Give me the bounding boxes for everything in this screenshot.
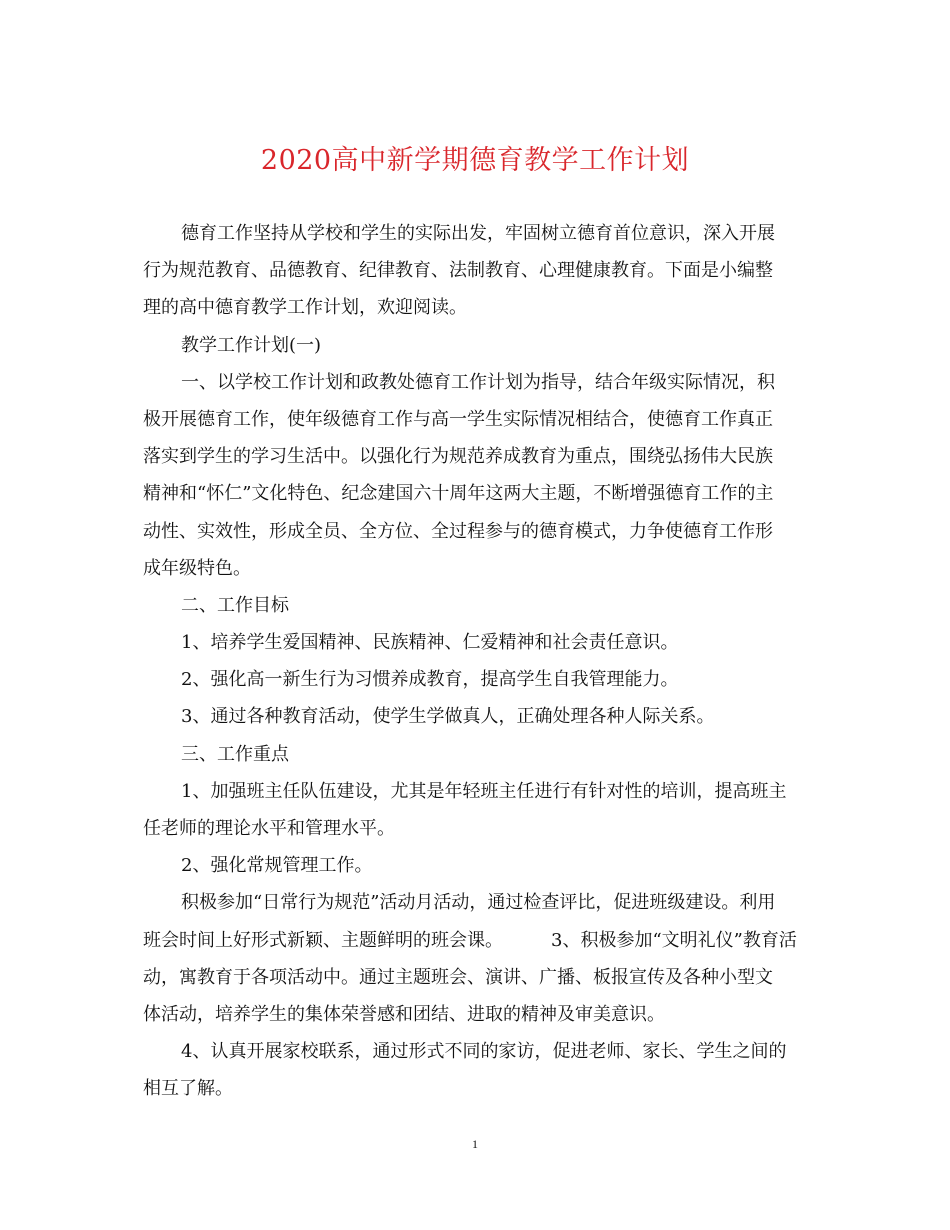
paragraph-line: 一、以学校工作计划和政教处德育工作计划为指导，结合年级实际情况，积 bbox=[181, 371, 775, 393]
goal-item: 2、强化高一新生行为习惯养成教育，提高学生自我管理能力。 bbox=[181, 669, 679, 691]
paragraph-line: 相互了解。 bbox=[143, 1078, 233, 1100]
focus-item: 任老师的理论水平和管理水平。 bbox=[143, 818, 395, 839]
paragraph-line: 动，寓教育于各项活动中。通过主题班会、演讲、广播、板报宣传及各种小型文 bbox=[143, 966, 773, 988]
intro-line: 德育工作坚持从学校和学生的实际出发，牢固树立德育首位意识，深入开展 bbox=[181, 223, 775, 244]
paragraph-line: 极开展德育工作，使年级德育工作与高一学生实际情况相结合，使德育工作真正 bbox=[143, 408, 773, 430]
paragraph-segment: 班会时间上好形式新颖、主题鲜明的班会课。 bbox=[143, 929, 503, 951]
document-title: 2020高中新学期德育教学工作计划 bbox=[260, 145, 690, 176]
goal-item: 1、培养学生爱国精神、民族精神、仁爱精神和社会责任意识。 bbox=[181, 632, 679, 654]
paragraph-line: 精神和“怀仁”文化特色、纪念建国六十周年这两大主题，不断增强德育工作的主 bbox=[143, 483, 774, 505]
intro-line: 理的高中德育教学工作计划，欢迎阅读。 bbox=[143, 297, 467, 319]
paragraph-line: 积极参加“日常行为规范”活动月活动，通过检查评比，促进班级建设。利用 bbox=[181, 892, 776, 914]
paragraph-line: 成年级特色。 bbox=[143, 557, 251, 579]
section-heading-goals: 二、工作目标 bbox=[181, 594, 289, 616]
section-heading-focus: 三、工作重点 bbox=[181, 743, 289, 765]
paragraph-line: 动性、实效性，形成全员、全方位、全过程参与的德育模式，力争使德育工作形 bbox=[143, 520, 773, 542]
paragraph-segment: 3、积极参加“文明礼仪”教育活 bbox=[551, 929, 797, 951]
focus-item: 2、强化常规管理工作。 bbox=[181, 855, 373, 877]
plan-heading: 教学工作计划(一) bbox=[181, 334, 322, 356]
focus-item: 1、加强班主任队伍建设，尤其是年轻班主任进行有针对性的培训，提高班主 bbox=[181, 780, 787, 802]
paragraph-line bbox=[143, 922, 808, 959]
intro-line: 行为规范教育、品德教育、纪律教育、法制教育、心理健康教育。下面是小编整 bbox=[143, 260, 773, 282]
goal-item: 3、通过各种教育活动，使学生学做真人，正确处理各种人际关系。 bbox=[181, 706, 715, 728]
paragraph-line: 落实到学生的学习生活中。以强化行为规范养成教育为重点，围绕弘扬伟大民族 bbox=[143, 446, 773, 468]
paragraph-line: 体活动，培养学生的集体荣誉感和团结、进取的精神及审美意识。 bbox=[143, 1003, 665, 1025]
page-number: 1 bbox=[472, 1137, 478, 1151]
document-body bbox=[143, 215, 808, 1108]
paragraph-line: 4、认真开展家校联系，通过形式不同的家访，促进老师、家长、学生之间的 bbox=[181, 1041, 787, 1063]
